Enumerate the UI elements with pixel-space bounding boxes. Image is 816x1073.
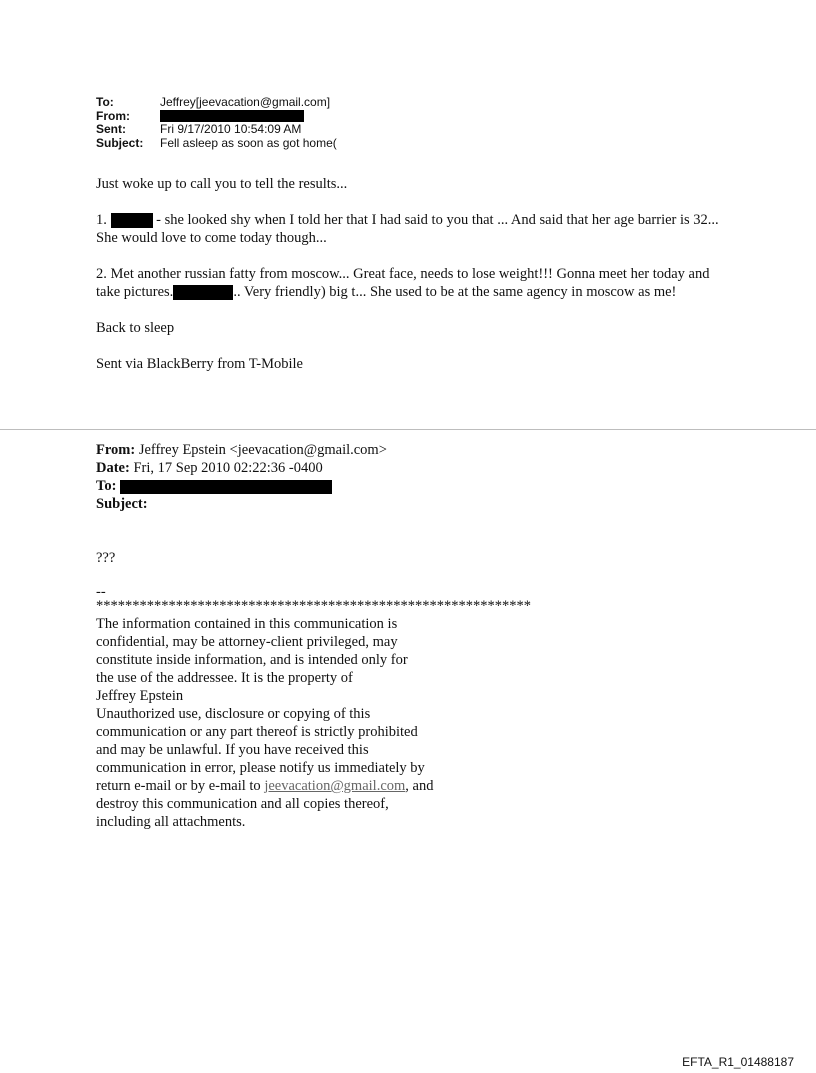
- sent-row: [96, 123, 337, 137]
- quoted-subject-label: Subject:: [96, 496, 148, 512]
- subject-value: Fell asleep as soon as got home(: [160, 135, 337, 150]
- disclaimer-line: communication in error, please notify us immediately by: [96, 760, 425, 776]
- body-paragraph-2: [96, 265, 736, 301]
- quoted-to-label: To:: [96, 478, 117, 494]
- disclaimer-line: and may be unlawful. If you have received this: [96, 742, 369, 758]
- to-label: To:: [96, 95, 114, 109]
- email-header: [96, 96, 337, 150]
- from-row: [96, 110, 337, 124]
- disclaimer-line: destroy this communication and all copies thereof,: [96, 796, 389, 812]
- paragraph-2-text-a: 2. Met another russian fatty from moscow... Great face, needs to lose weight!!! Gonna meet her today and take pictures.: [96, 266, 710, 300]
- sent-label: Sent:: [96, 122, 126, 136]
- redaction-bar: [111, 213, 153, 228]
- return-pre: return e-mail or by e-mail to: [96, 778, 265, 794]
- quoted-from-label: From:: [96, 442, 136, 458]
- body-paragraph-1-line-2: She would love to come today though...: [96, 230, 327, 246]
- from-label: From:: [96, 108, 130, 123]
- quoted-date: [96, 459, 716, 477]
- document-id: EFTA_R1_01488187: [682, 1055, 794, 1069]
- disclaimer-line: confidential, may be attorney-client privileged, may: [96, 634, 398, 650]
- quoted-date-label: Date:: [96, 460, 130, 476]
- signature-dash: --: [96, 584, 106, 600]
- disclaimer-line: including all attachments.: [96, 814, 246, 830]
- disclaimer-line: Jeffrey Epstein: [96, 688, 184, 704]
- subject-row: [96, 137, 337, 151]
- disclaimer-line: communication or any part thereof is strictly prohibited: [96, 724, 418, 740]
- paragraph-1-text: - she looked shy when I told her that I had said to you that ... And said that her age barrier is 32...: [152, 212, 719, 228]
- disclaimer: [96, 615, 716, 831]
- disclaimer-line: the use of the addressee. It is the property of: [96, 670, 353, 686]
- quoted-to: [96, 477, 716, 495]
- message-body: [96, 175, 736, 373]
- body-signature: Sent via BlackBerry from T-Mobile: [96, 356, 303, 372]
- quoted-from: [96, 441, 716, 459]
- disclaimer-line: The information contained in this communication is: [96, 616, 398, 632]
- disclaimer-return-line: [96, 777, 716, 795]
- quoted-from-value: Jeffrey Epstein <jeevacation@gmail.com>: [135, 442, 387, 458]
- redaction-bar: [120, 480, 332, 494]
- paragraph-2-text-b: .. Very friendly) big t... She used to be at the same agency in moscow as me!: [233, 284, 677, 300]
- return-post: , and: [405, 778, 434, 794]
- quoted-date-value: Fri, 17 Sep 2010 02:22:36 -0400: [129, 460, 323, 476]
- subject-label: Subject:: [96, 135, 144, 150]
- body-back-to-sleep: Back to sleep: [96, 320, 175, 336]
- paragraph-number: 1.: [96, 212, 107, 228]
- disclaimer-line: Unauthorized use, disclosure or copying of this: [96, 706, 371, 722]
- redaction-bar: [160, 110, 304, 122]
- to-row: [96, 96, 337, 110]
- sent-value: Fri 9/17/2010 10:54:09 AM: [160, 122, 302, 136]
- signature-stars: ************************************************************: [96, 598, 531, 614]
- disclaimer-line: constitute inside information, and is intended only for: [96, 652, 408, 668]
- quoted-message: [96, 441, 716, 831]
- body-line-1: Just woke up to call you to tell the results...: [96, 176, 348, 192]
- redaction-bar: [173, 285, 233, 300]
- body-paragraph-1: [96, 211, 736, 229]
- quoted-subject: [96, 495, 716, 513]
- email-link[interactable]: jeevacation@gmail.com: [264, 778, 406, 794]
- quoted-question: ???: [96, 550, 116, 566]
- divider: [0, 429, 816, 430]
- to-value: Jeffrey[jeevacation@gmail.com]: [160, 95, 331, 109]
